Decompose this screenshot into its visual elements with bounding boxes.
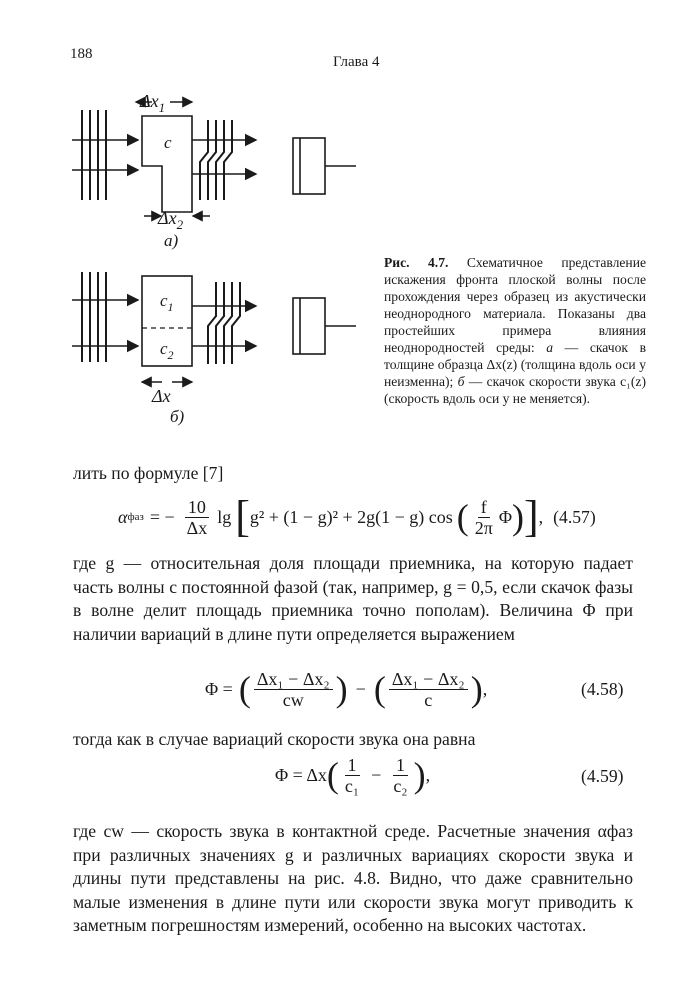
intro-line: лить по формуле [7] xyxy=(73,463,224,483)
eq458-tail: , xyxy=(482,678,488,699)
eq458-minus: − xyxy=(355,678,366,699)
incoming-wavefronts-b xyxy=(82,272,106,362)
eq457-lg: lg xyxy=(217,506,232,527)
label-dx: Δx xyxy=(152,386,171,406)
eq457-frac-num: 10 xyxy=(185,497,209,518)
eq457-tail: , xyxy=(538,506,544,527)
eq459-f1-num: 1 xyxy=(345,755,360,776)
eq458-frac2 xyxy=(389,669,468,710)
eq458-lparen2: ( xyxy=(373,669,386,709)
eq457-rparen: ) xyxy=(512,497,525,537)
label-a: а) xyxy=(164,231,179,250)
caption-text-a: — скачок в толщине образца Δx(z) (толщина вдоль оси y неизменна); xyxy=(384,340,646,389)
eq457-rbracket: ] xyxy=(524,492,539,541)
eq458-rparen1: ) xyxy=(335,669,348,709)
caption-marker-b: б xyxy=(457,374,465,389)
eq457-frac xyxy=(184,497,211,538)
eq459-f2-num: 1 xyxy=(393,755,408,776)
eq457-inner-num: f xyxy=(478,497,490,518)
receiver-b xyxy=(293,298,356,354)
eq458-number: (4.58) xyxy=(581,679,624,699)
equation-4-59 xyxy=(275,752,475,798)
eq457-frac-den: Δx xyxy=(186,517,208,538)
eq459-f1-den: c₁ xyxy=(344,775,360,796)
eq457-lhs: α xyxy=(118,506,128,527)
eq458-f2-num: Δx₁ − Δx₂ xyxy=(389,669,468,690)
eq458-lhs: Φ = xyxy=(205,678,233,699)
distorted-wavefronts-b xyxy=(208,282,240,364)
paragraph-g: где g — относительная доля площади приемника, на которую падает часть волны с постоянной фазой (так, например, g = 0,5, если скачок фазы в волне делит площадь приемника точно пополам). Величина Φ при наличии вариаций в длине пути определяется выражением xyxy=(73,553,633,644)
eq459-frac2 xyxy=(390,755,410,796)
caption-marker-a: а xyxy=(546,340,554,355)
eq458-f2-den: c xyxy=(424,689,433,710)
eq459-minus: − xyxy=(371,764,382,785)
label-b: б) xyxy=(170,407,185,426)
eq459-tail: , xyxy=(425,764,431,785)
running-header: Глава 4 xyxy=(333,54,380,70)
eq457-inner-den: 2π xyxy=(474,517,493,538)
distorted-wavefronts-a xyxy=(200,120,232,200)
sample-stepped xyxy=(142,116,192,212)
equation-4-57 xyxy=(118,492,638,542)
sound-speed-line: тогда как в случае вариаций скорости звука она равна xyxy=(73,729,476,749)
eq459-f2-den: c₂ xyxy=(393,775,408,796)
eq458-frac1 xyxy=(254,669,333,710)
label-dx2: $\Delta x_2$ xyxy=(158,208,184,232)
eq459-lhs: Φ = Δx xyxy=(275,764,327,785)
eq459-frac1 xyxy=(342,755,362,796)
receiver-a xyxy=(293,138,356,194)
caption-label: Рис. 4.7. xyxy=(384,255,449,270)
eq457-number: (4.57) xyxy=(553,506,596,527)
eq457-lbracket: [ xyxy=(235,492,250,541)
label-c2: $c_2$ xyxy=(160,339,174,362)
caption-text-1: Схематичное представление искажения фронта плоской волны после прохождения через образец из акустически неоднородного материала. Показаны два простейших примера влияния неоднородностей среды: xyxy=(384,255,647,355)
label-dx1: $\Delta x_1$ xyxy=(140,91,166,115)
incoming-wavefronts-a xyxy=(82,110,106,200)
eq458-f1-num: Δx₁ − Δx₂ xyxy=(254,669,333,690)
caption-text-b: — скачок скорости звука c₁(z) (скорость вдоль оси y не меняется). xyxy=(384,374,646,406)
eq457-lhs-sub: фаз xyxy=(127,511,144,523)
eq459-number: (4.59) xyxy=(581,766,624,786)
eq459-lparen: ( xyxy=(326,755,339,795)
label-c1: $c_1$ xyxy=(160,291,174,314)
eq458-rparen2: ) xyxy=(470,669,483,709)
eq457-phi: Φ xyxy=(498,506,513,527)
label-c: c xyxy=(164,133,172,152)
eq457-equals: = − xyxy=(149,506,175,527)
figure-caption xyxy=(384,254,646,407)
paragraph-final: где cw — скорость звука в контактной среде. Расчетные значения αфаз при различных значениях g и различных вариациях скорости звука и длины пути представлены на рис. 4.8. Видно, что даже сравнительно малые изменения в длине пути или скорости звука могут приводить к заметным погрешностям измерений, особенно на высоких частотах. xyxy=(73,821,633,935)
eq457-inner-frac xyxy=(472,497,496,538)
eq459-rparen: ) xyxy=(413,755,426,795)
figure-4-7 xyxy=(60,90,370,430)
eq457-body: g² + (1 − g)² + 2g(1 − g) cos xyxy=(249,506,453,527)
eq457-lparen: ( xyxy=(456,497,469,537)
eq458-f1-den: cw xyxy=(282,689,304,710)
eq458-lparen1: ( xyxy=(238,669,251,709)
equation-4-58 xyxy=(205,666,525,712)
page-number: 188 xyxy=(70,46,93,62)
